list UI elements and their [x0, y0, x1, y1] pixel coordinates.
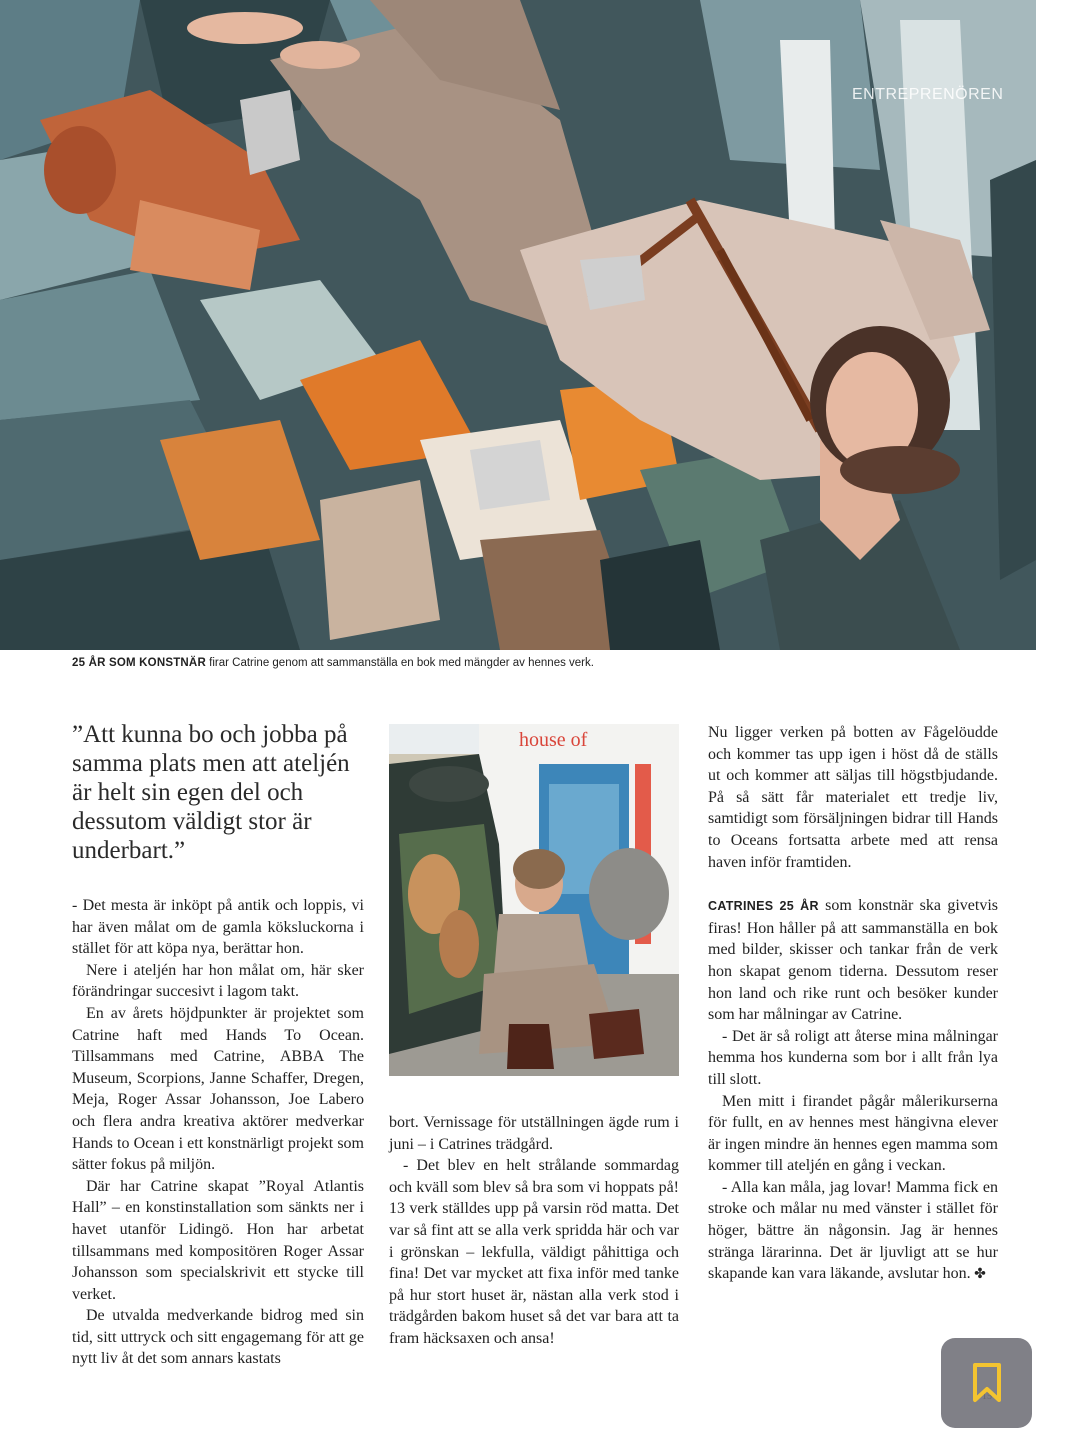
- section-label: ENTREPRENÖREN: [852, 86, 1004, 103]
- caption-lead: 25 ÅR SOM KONSTNÄR: [72, 657, 206, 669]
- paragraph: - Det mesta är inköpt på antik och loppis, vi har även målat om de gamla köksluckorna i stället för att köpa nya, berättar hon.: [72, 897, 364, 958]
- paragraph: [708, 1177, 998, 1286]
- inset-photo-illustration: [389, 724, 679, 1076]
- article-column-3: [708, 722, 998, 1286]
- paragraph: Där har Catrine skapat ”Royal Atlantis Hall” – en konstinstallation som sänkts ner i havet utanför Lidingö. Hon har arbetat tillsammans med kompositören Roger Assar Johansson som specialskrivit ett stycke till verket.: [72, 1177, 364, 1303]
- bookmark-button[interactable]: [941, 1338, 1032, 1428]
- paragraph: - Det är så roligt att återse mina målningar hemma hos kunderna som bor i allt från lya till slott.: [708, 1027, 998, 1088]
- paragraph: En av årets höjdpunkter är projektet som Catrine haft med Hands To Ocean. Tillsammans med Catrine, ABBA The Museum, Scorpions, Janne Schaffer, Dregen, Meja, Roger Assar Johansson, Joe Labero och flera andra kreativa aktörer medverkar Hands to Ocean i ett konstnärligt projekt som sätter fokus på miljön.: [72, 1004, 364, 1174]
- paragraph: Nu ligger verken på botten av Fågelöudde och kommer tas upp igen i höst då de ställs ut och kommer att säljas till högstbjudande. På så sätt får materialet ett tredje liv, samtidigt som försäljningen bidrar till Hands to Oceans fortsatta arbete med att rensa haven inför framtiden.: [708, 724, 998, 871]
- paragraph: bort. Vernissage för utställningen ägde rum i juni – i Catrines trädgård.: [389, 1114, 679, 1153]
- caption-text: firar Catrine genom att sammanställa en bok med mängder av hennes verk.: [205, 657, 594, 669]
- article-column-1: [72, 895, 364, 1370]
- inset-photo: [389, 724, 679, 1076]
- paragraph: Men mitt i firandet pågår målerikurserna för fullt, en av hennes mest hängivna elever är ingen mindre än hennes egen mamma som kommer till ateljén en gång i veckan.: [708, 1092, 998, 1175]
- paragraph: De utvalda medverkande bidrog med sin tid, sitt uttryck och sitt engagemang för att ge nytt liv åt det som annars kastats: [72, 1307, 364, 1368]
- pull-quote: ”Att kunna bo och jobba på samma plats men att ateljén är helt sin egen del och dessutom väldigt stor är underbart.”: [72, 721, 350, 864]
- paragraph: [708, 895, 998, 1026]
- paragraph: - Det blev en helt strålande sommardag och kväll som blev så bra som vi hoppats på! 13 verk ställdes upp på varsin röd matta. Det var så fint att se alla verk spridda här och var i grönskan – lekfulla, väldigt påhittiga och fina! Det var mycket att fixa inför med tanke på hur stort huset är, nästan alla verk stod i trädgården bakom huset så det var bara att ta fram häcksaxen och ansa!: [389, 1157, 679, 1347]
- article-column-2: [389, 1112, 679, 1350]
- svg-text:house of: house of: [519, 729, 588, 751]
- end-mark: ✤: [970, 1267, 986, 1283]
- paragraph: Nere i ateljén har hon målat om, här sker förändringar succesivt i lagom takt.: [72, 961, 364, 1001]
- photo-caption: [72, 657, 1012, 669]
- lead-in: CATRINES 25 ÅR: [708, 899, 819, 914]
- bookmark-icon: [970, 1362, 1004, 1404]
- paragraph-text: - Alla kan måla, jag lovar! Mamma fick en stroke och målar nu med vänster i stället för höger, bättre än någonsin. Jag är hennes stränga lärarinna. Det är ljuvligt att se hur skapande kan vara läkande, avslutar hon.: [708, 1178, 998, 1283]
- paragraph-text: som konstnär ska givetvis firas! Hon håller på att sammanställa en bok med bilder, skisser och tankar från de verk hon skapat genom tiderna. Dessutom reser hon land och rike runt och besöker kunder som har målningar av Catrine.: [708, 897, 998, 1024]
